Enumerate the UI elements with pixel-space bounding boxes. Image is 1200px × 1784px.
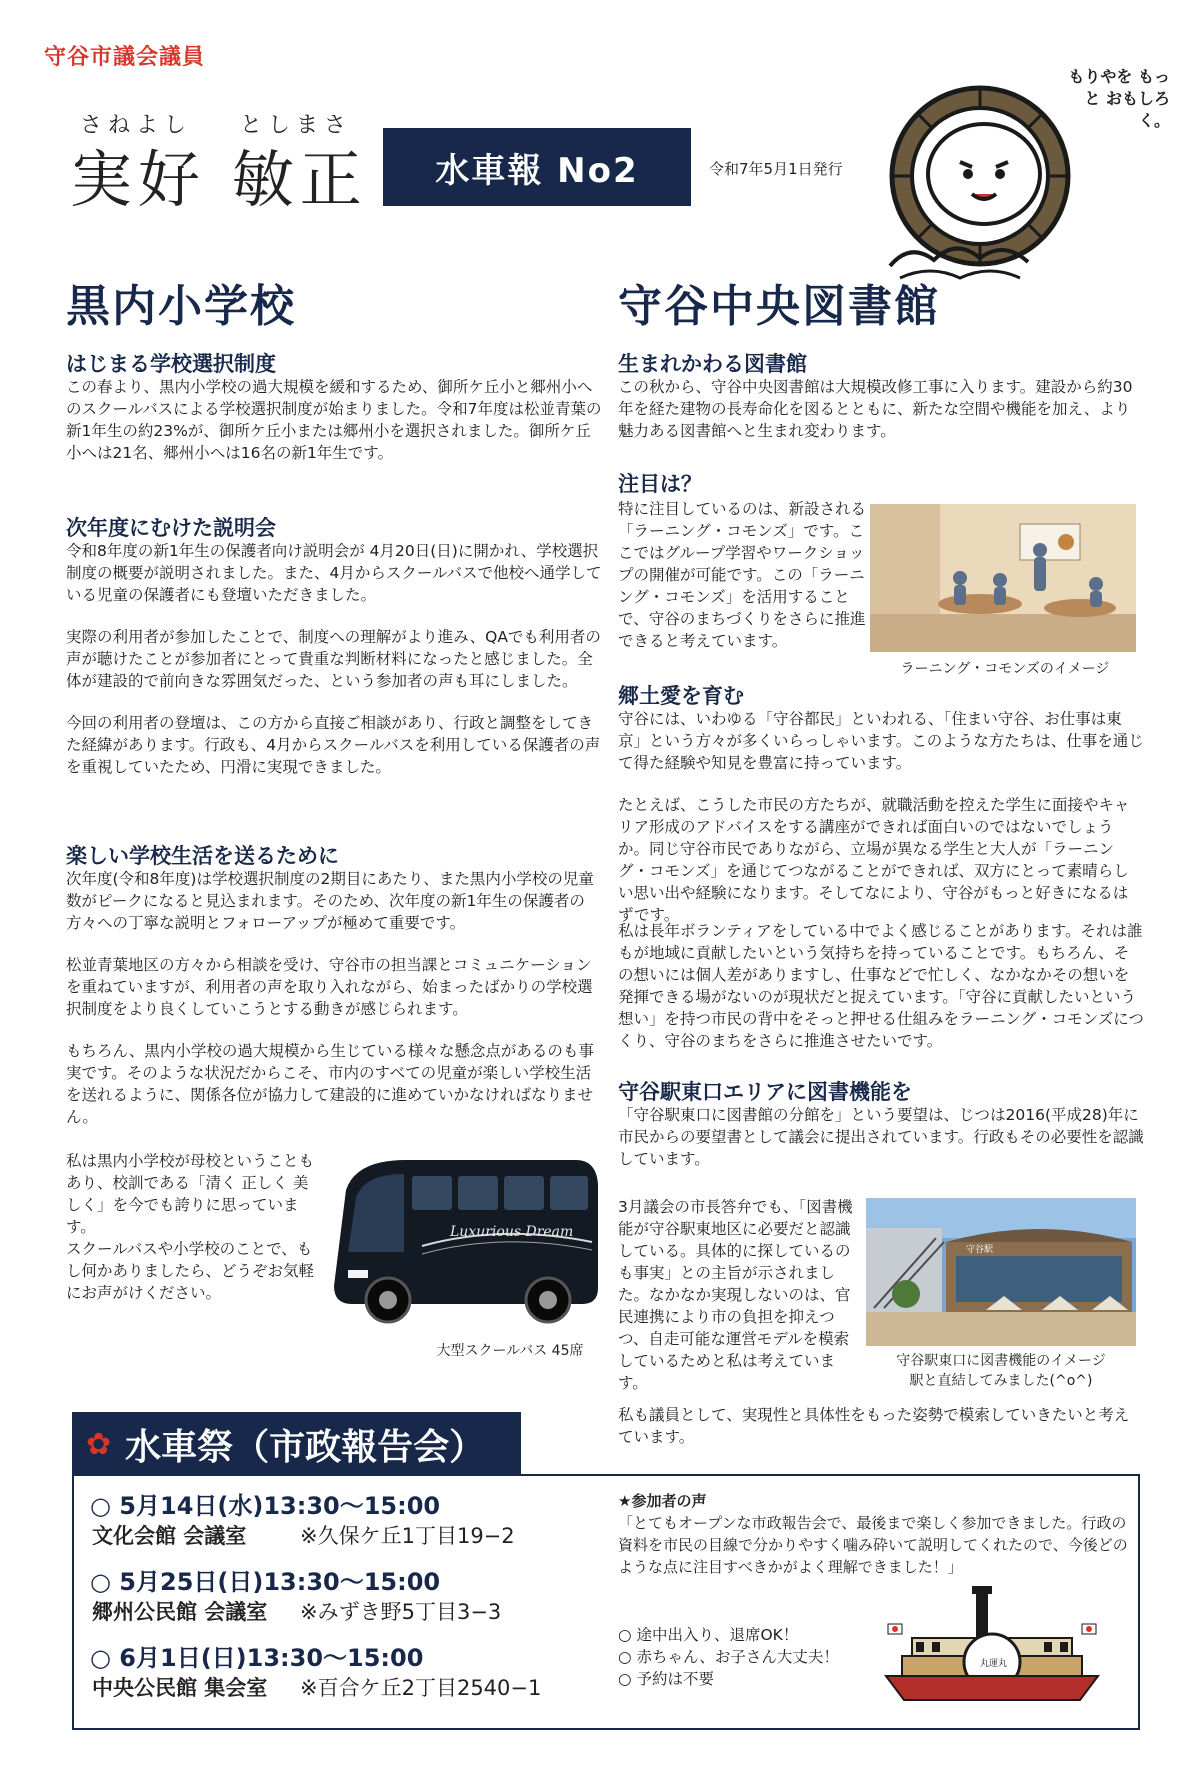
left-closing-1: 私は黒内小学校が母校ということもあり、校訓である「清く 正しく 美しく」を今でも誇りに思っています。 [66,1152,315,1236]
right-paragraph-1: この秋から、守谷中央図書館は大規模改修工事に入ります。建設から約30年を経た建物の長寿命化を図るとともに、新たな空間や機能を加え、より魅力ある図書館へと生まれ変わります。 [618,378,1133,440]
event-note-1: ○ 途中出入り、退席OK！ [618,1626,799,1644]
voice-heading: ★参加者の声 [618,1492,707,1510]
learning-commons-caption: ラーニング・コモンズのイメージ [900,661,1110,677]
left-heading-3: 楽しい学校生活を送るために [66,844,339,868]
steamboat-image [880,1584,1104,1708]
event-note-2: ○ 赤ちゃん、お子さん大丈夫！ [618,1648,839,1666]
left-paragraph-2b: 実際の利用者が参加したことで、制度への理解がより進み、QAでも利用者の声が聴けたことが参加者にとって貴重な判断材料になったと感じました。全体が建設的で前向きな雰囲気だった、という参加者の声も耳にしました。 [66,628,601,690]
learning-commons-image [870,504,1136,652]
right-paragraph-4c: 私も議員として、実現性と具体性をもった姿勢で模索していきたいと考えています。 [618,1406,1130,1446]
right-paragraph-4b: 3月議会の市長答弁でも、「図書機能が守谷駅東地区に必要だと認識している。具体的に探しているのも事実」との主旨が示されました。なかなか実現しないのは、官民連携により市の負担を抑えつつ、自走可能な運営モデルを模索しているためと私は考えています。 [618,1198,853,1392]
mascot-slogan: もりやを もっと おもしろく。 [1068,67,1170,130]
event-note-3: ○ 予約は不要 [618,1670,714,1688]
event-session-1-time: ○ 5月14日(水)13:30〜15:00 [90,1492,441,1520]
station-sign-text: 守谷駅 [966,1245,994,1255]
bus-caption: 大型スクールバス 45席 [436,1343,584,1359]
station-caption-2: 駅と直結してみました(^o^) [909,1373,1093,1389]
issue-date: 令和7年5月1日発行 [709,160,843,178]
councilor-name: 実好 敏正 [70,143,368,216]
right-paragraph-2: 特に注目しているのは、新設される「ラーニング・コモンズ」です。ここではグループ学習やワークショップの開催が可能です。この「ラーニング・コモンズ」を活用することで、守谷のまちづくりをさらに推進できると考えています。 [618,500,867,650]
school-bus-image [326,1150,604,1332]
event-title-banner [72,1412,521,1476]
left-section-title: 黒内小学校 [66,281,296,332]
left-closing-2: スクールバスや小学校のことで、もし何かありましたら、どうぞお気軽にお声がけください。 [66,1240,315,1302]
left-heading-2: 次年度にむけた説明会 [66,516,276,540]
right-paragraph-3b: たとえば、こうした市民の方たちが、就職活動を控えた学生に面接やキャリア形成のアドバイスをする講座ができれば面白いのではないでしょうか。同じ守谷市民でありながら、立場が異なる学生と大人が「ラーニング・コモンズ」を通じてつながることができれば、双方にとって素晴らしい思い出や経験になります。そしてなにより、守谷がもっと好きになるはずです。 [618,796,1130,924]
event-title: 水車祭（市政報告会） [125,1426,486,1468]
left-paragraph-2c: 今回の利用者の登壇は、この方から直接ご相談があり、行政と調整をしてきた経緯があります。行政も、4月からスクールバスを利用している保護者の声を重視していたため、円滑に実現できました。 [66,714,601,776]
left-paragraph-2a: 令和8年度の新1年生の保護者向け説明会が 4月20日(日)に開かれ、学校選択制度の概要が説明されました。また、4月からスクールバスで他校へ通学している児童の保護者にも登壇いただきました。 [66,542,602,604]
right-heading-1: 生まれかわる図書館 [618,352,807,376]
left-paragraph-3c: もちろん、黒内小学校の過大規模から生じている様々な懸念点があるのも事実です。そのような状況だからこそ、市内のすべての児童が楽しい学校生活を送れるように、関係各位が協力して建設的に進めていかなければなりません。 [66,1042,594,1126]
right-paragraph-3a: 守谷には、いわゆる「守谷都民」といわれる、「住まい守谷、お仕事は東京」という方々が多くいらっしゃいます。このような方たちは、仕事を通じて得た経験や知見を豊富に持っています。 [618,710,1144,772]
left-paragraph-1: この春より、黒内小学校の過大規模を緩和するため、御所ケ丘小と郷州小へのスクールバスによる学校選択制度が始まりました。令和7年度は松並青葉の新1年生の約23%が、御所ケ丘小または郷州小を選択されました。御所ケ丘小へは21名、郷州小へは16名の新1年生です。 [66,378,602,462]
left-heading-1: はじまる学校選択制度 [66,352,276,376]
event-session-3-place: 中央公民館 集会室 [92,1676,268,1700]
station-caption-1: 守谷駅東口に図書機能のイメージ [896,1353,1106,1369]
event-session-2-time: ○ 5月25日(日)13:30〜15:00 [90,1568,441,1596]
event-session-2-address: ※みずき野5丁目3−3 [300,1600,502,1624]
right-heading-4: 守谷駅東口エリアに図書機能を [618,1080,912,1104]
name-ruby-given: としまさ [240,113,353,138]
event-session-2-place: 郷州公民館 会議室 [92,1600,268,1624]
header-label: 守谷市議会議員 [44,45,206,70]
station-library-image [866,1198,1136,1346]
right-paragraph-4a: 「守谷駅東口に図書館の分館を」という要望は、じつは2016(平成28)年に市民からの要望書として議会に提出されています。行政もその必要性を認識しています。 [618,1106,1144,1168]
left-paragraph-3b: 松並青葉地区の方々から相談を受け、守谷市の担当課とコミュニケーションを重ねていますが、利用者の声を取り入れながら、始まったばかりの学校選択制度をより良くしていこうとする動きが感じられます。 [66,956,593,1018]
right-heading-3: 郷土愛を育む [618,684,744,708]
name-ruby-surname: さねよし [80,113,193,138]
flower-icon: ✿ [86,1426,112,1462]
bus-logo-text: Luxurious Dream [450,1224,574,1240]
right-paragraph-3c: 私は長年ボランティアをしている中でよく感じることがあります。それは誰もが地域に貢献したいという気持ちを持っていることです。もちろん、その想いには個人差がありますし、仕事などで忙しく、なかなかその想いを発揮できる場がないのが現状だと捉えています。「守谷に貢献したいという想い」を持つ市民の背中をそっと押せる仕組みをラーニング・コモンズにつくり、守谷のまちをさらに推進させたいです。 [618,922,1144,1050]
issue-title: 水車報 No2 [383,128,691,206]
event-session-3-address: ※百合ケ丘2丁目2540−1 [300,1676,542,1700]
event-session-1-place: 文化会館 会議室 [92,1524,247,1548]
voice-text: 「とてもオープンな市政報告会で、最後まで楽しく参加できました。行政の資料を市民の目線で分かりやすく噛み砕いて説明してくれたので、今後どのような点に注目すべきかがよく理解できました！」 [618,1514,1128,1576]
left-paragraph-3a: 次年度(令和8年度)は学校選択制度の2期目にあたり、また黒内小学校の児童数がピークになると見込まれます。そのため、次年度の新1年生の保護者の方々への丁寧な説明とフォローアップが極めて重要です。 [66,870,594,932]
right-heading-2: 注目は？ [618,472,702,496]
waterwheel-mascot-illustration [880,66,1170,284]
event-session-1-address: ※久保ケ丘1丁目19−2 [300,1524,515,1548]
ship-name-text: 丸運丸 [980,1659,1008,1669]
event-session-3-time: ○ 6月1日(日)13:30〜15:00 [90,1644,424,1672]
right-section-title: 守谷中央図書館 [618,281,940,332]
